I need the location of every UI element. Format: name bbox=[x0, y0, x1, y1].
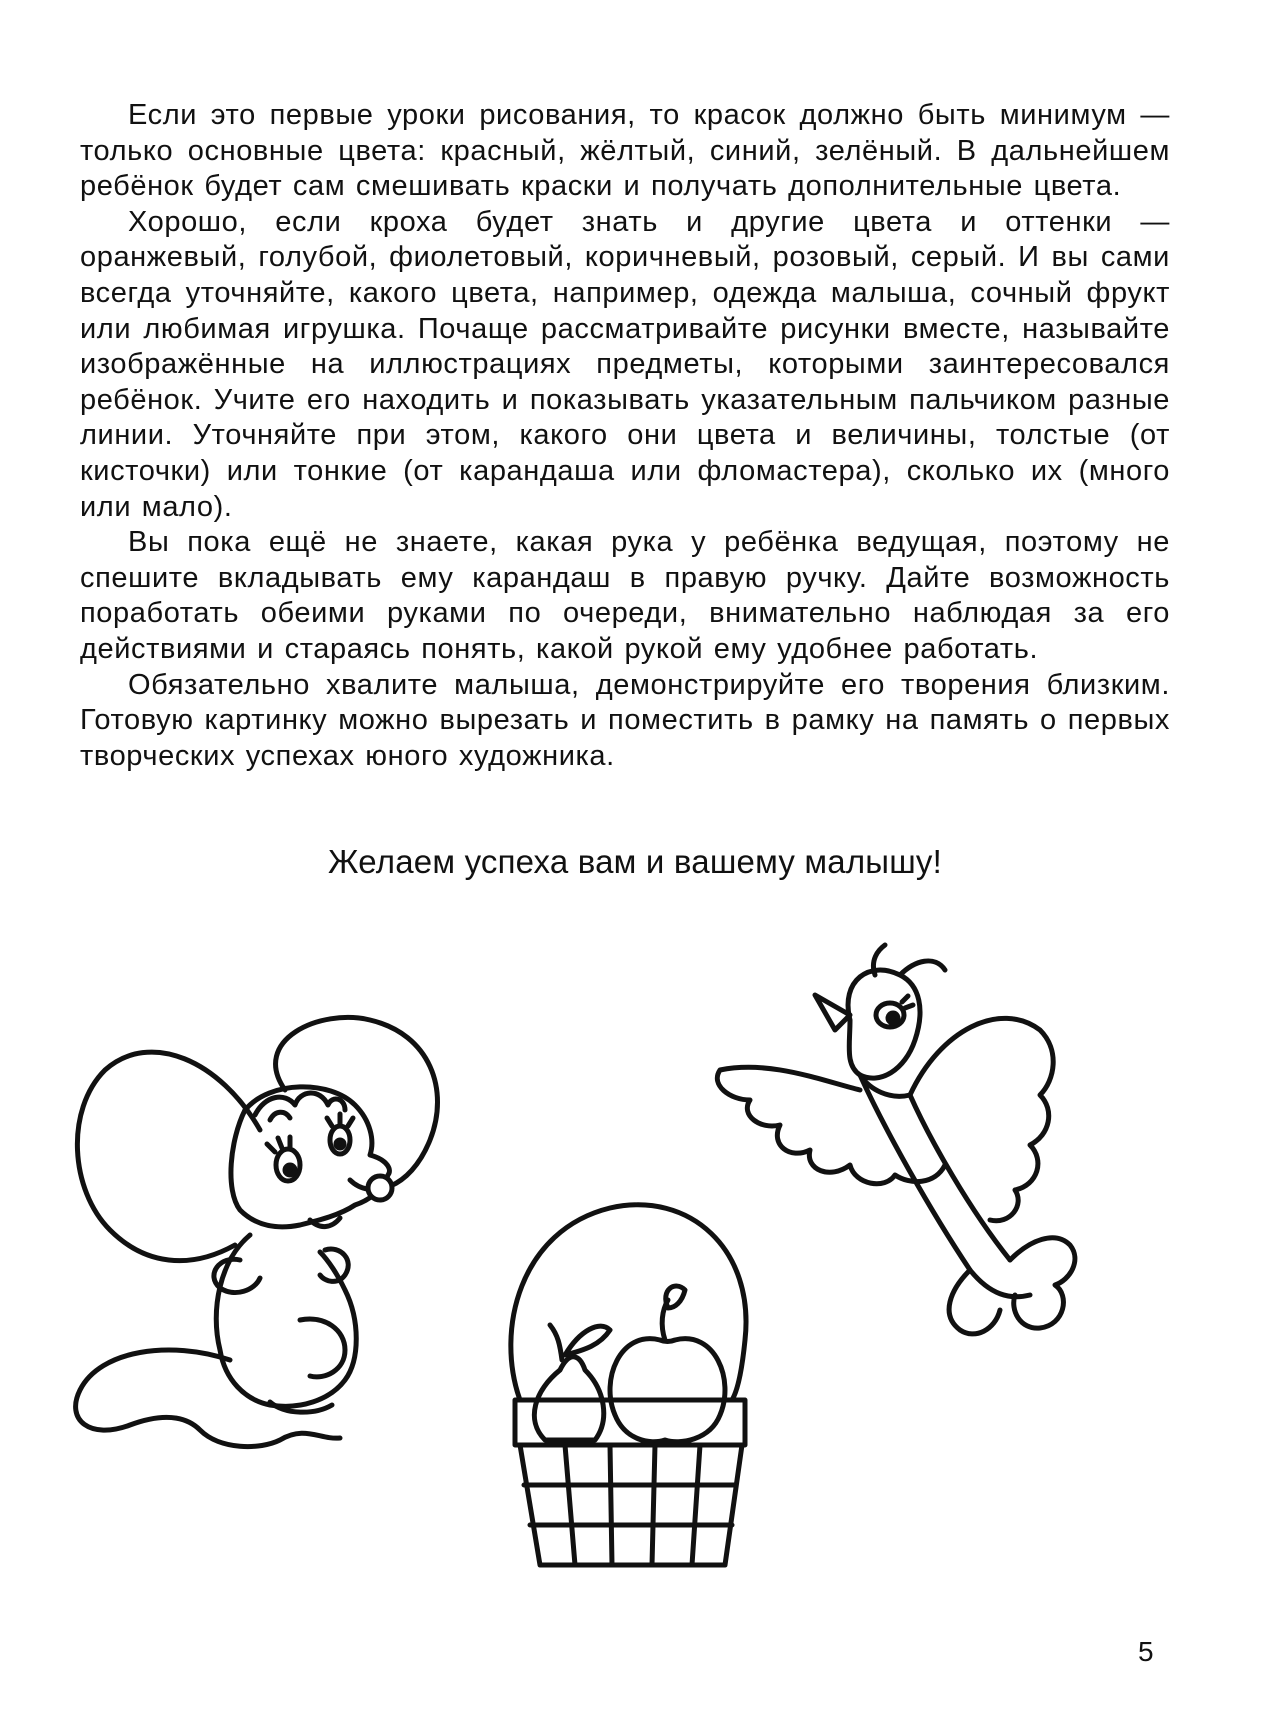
bird-drawing bbox=[710, 950, 1190, 1370]
bird-beak bbox=[815, 995, 850, 1030]
paragraph-1: Если это первые уроки рисования, то красок должно быть минимум — только основные цвета: красный, жёлтый, синий, зелёный. В дальнейшем ребёнок будет сам смешивать краски и получать дополнительные цвета. bbox=[80, 99, 1170, 203]
wish-heading: Желаем успеха вам и вашему малышу! bbox=[328, 843, 942, 880]
paragraph-3: Вы пока ещё не знаете, какая рука у ребёнка ведущая, поэтому не спешите вкладывать ему карандаш в правую ручку. Дайте возможность поработать обеими руками по очереди, внимательно наблюдая за его действиями и стараясь понять, какой рукой ему удобнее работать. bbox=[80, 526, 1170, 665]
body-text bbox=[80, 98, 1170, 774]
paragraph-4: Обязательно хвалите малыша, демонстрируйте его творения близким. Готовую картинку можно вырезать и поместить в рамку на память о первых творческих успехах юного художника. bbox=[80, 668, 1170, 772]
bird-wing-right bbox=[910, 1018, 1053, 1220]
mouse-drawing bbox=[70, 1020, 470, 1560]
bird-wing-left bbox=[717, 1067, 945, 1183]
mouse-head bbox=[231, 1087, 389, 1227]
mouse-tuft bbox=[255, 1093, 345, 1115]
mouse-tail bbox=[76, 1350, 340, 1447]
page-number: 5 bbox=[1138, 1636, 1154, 1667]
basket-body bbox=[520, 1445, 742, 1565]
mouse-nose bbox=[368, 1176, 392, 1200]
bird-body bbox=[860, 1075, 1030, 1297]
bird-tail bbox=[1010, 1238, 1075, 1328]
apple bbox=[610, 1339, 725, 1442]
paragraph-2: Хорошо, если кроха будет знать и другие цвета и оттенки — оранжевый, голубой, фиолетовый, коричневый, розовый, серый. И вы сами всегда уточняйте, какого цвета, например, одежда малыша, сочный фрукт или любимая игрушка. Почаще рассматривайте рисунки вместе, называйте изображённые на иллюстрациях предметы, которыми заинтересовался ребёнок. Учите его находить и показывать указательным пальчиком разные линии. Уточняйте при этом, какого они цвета и величины, толстые (от кисточки) или тонкие (от карандаша или фломастера), сколько их (много или мало). bbox=[80, 205, 1170, 523]
